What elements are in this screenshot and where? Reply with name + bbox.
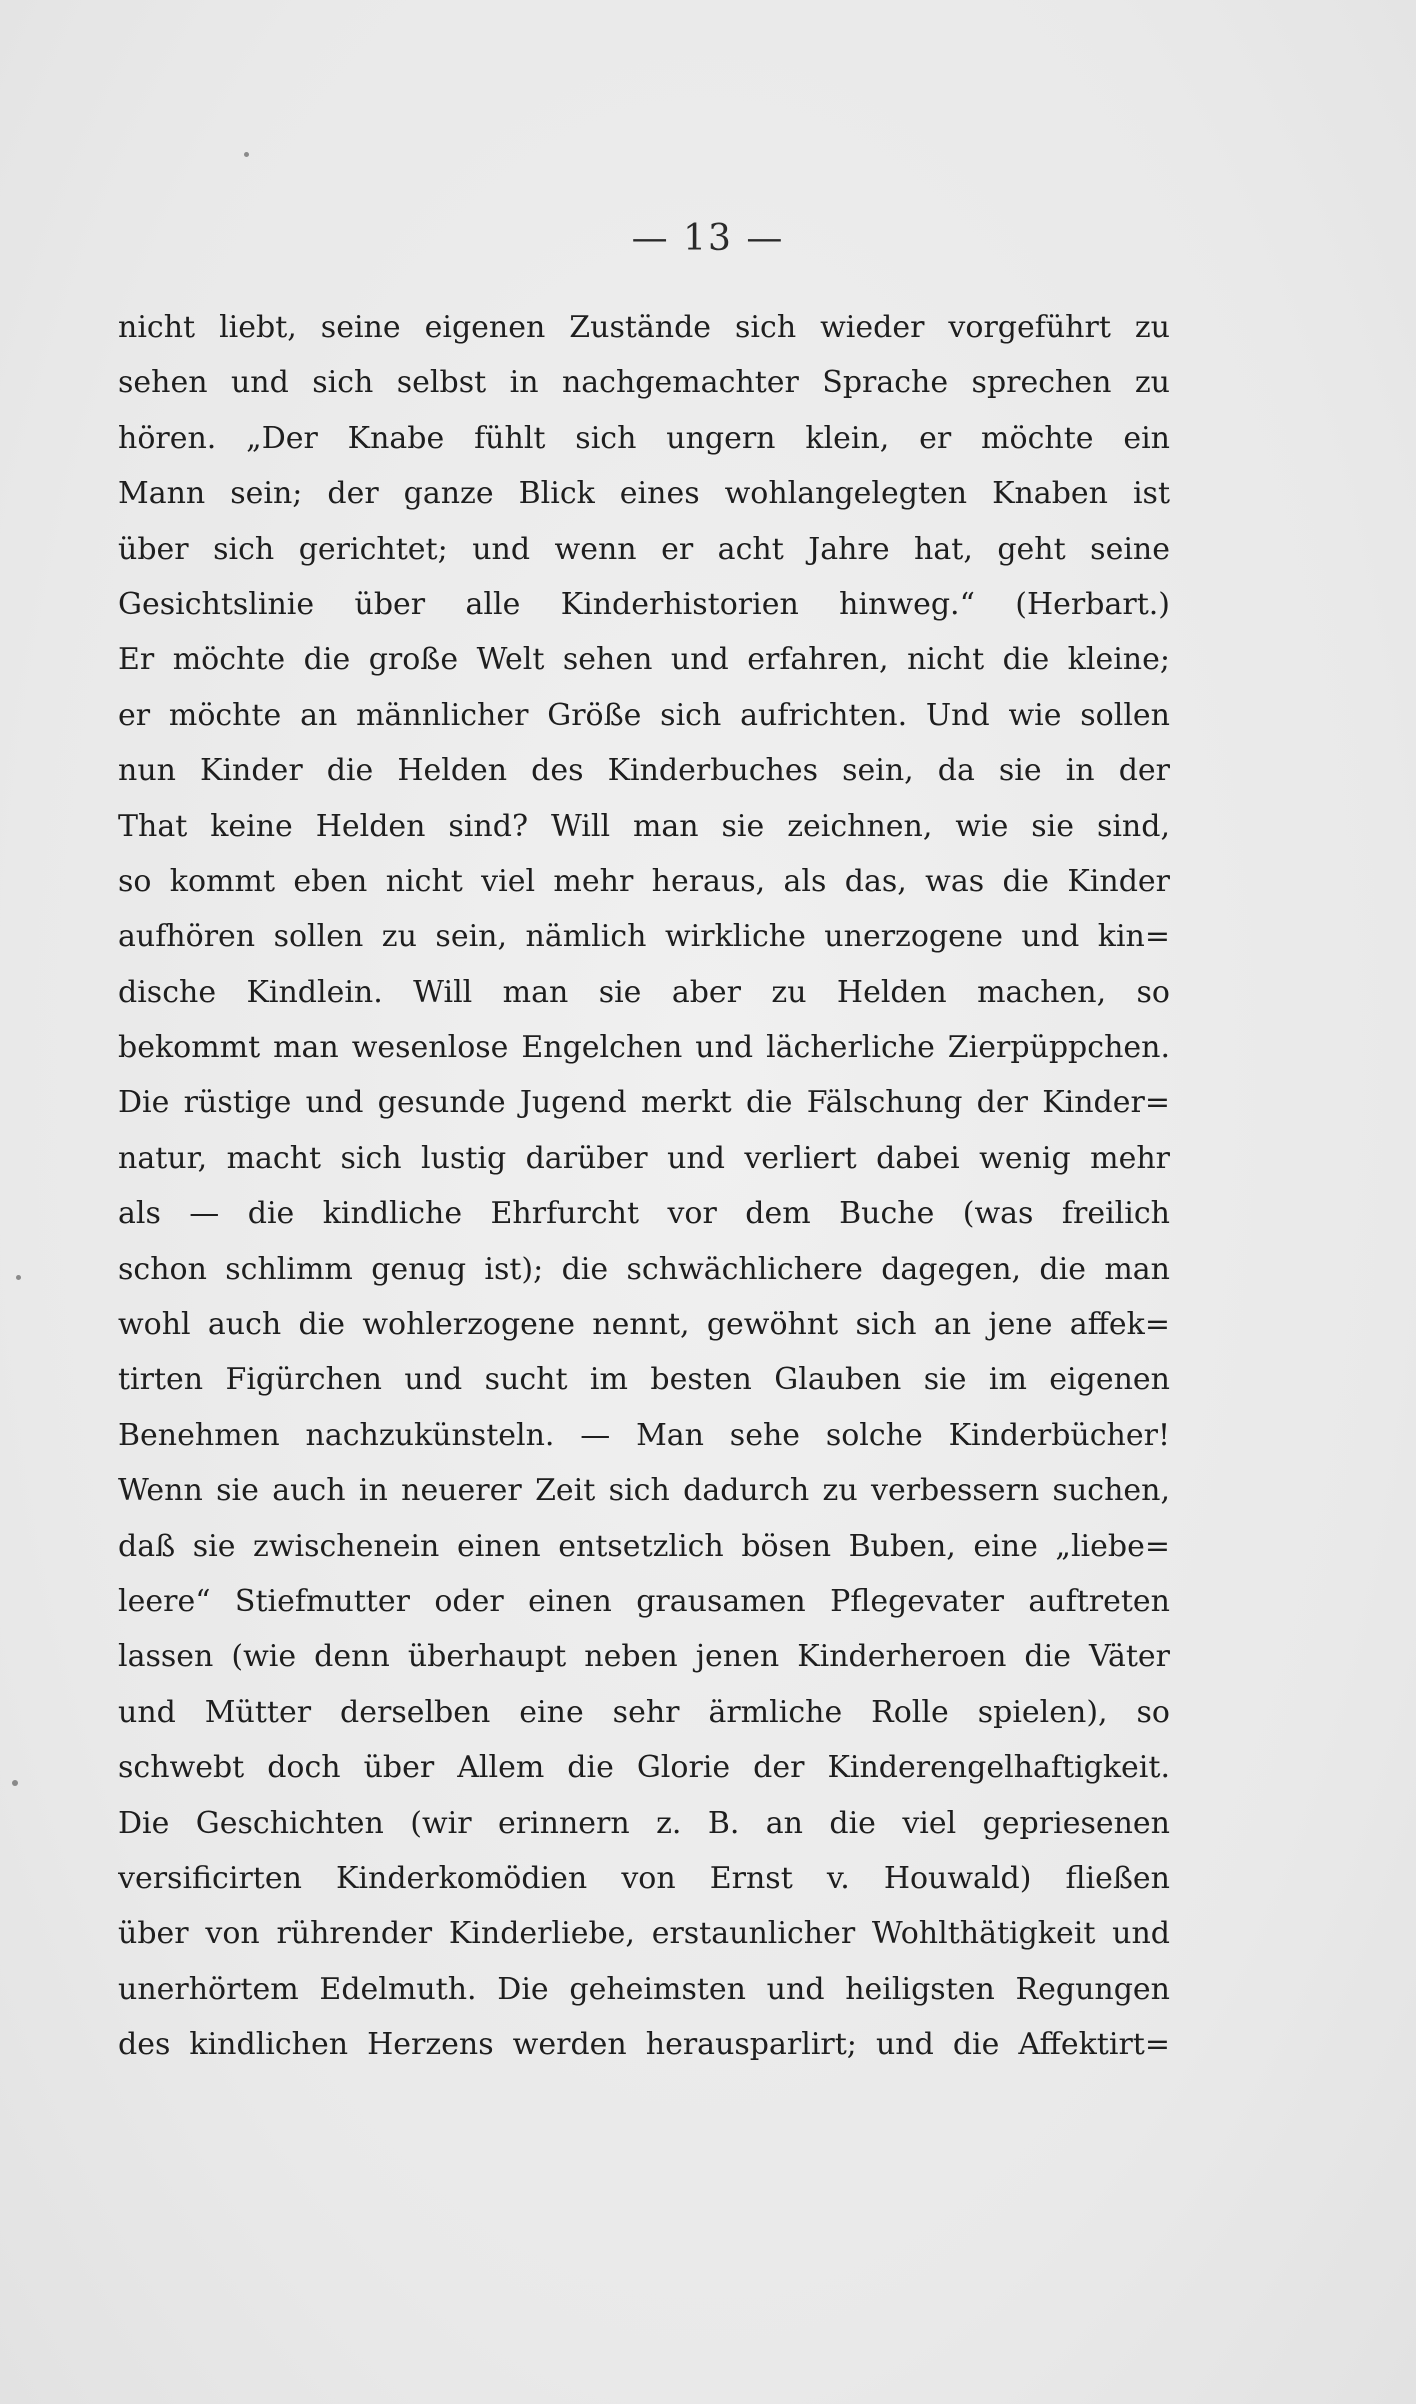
text-line: Die Geschichten (wir erinnern z. B. an die viel gepriesenen (118, 1805, 1170, 1841)
text-line: That keine Helden sind? Will man sie zeichnen, wie sie sind, (118, 808, 1170, 844)
text-line: des kindlichen Herzens werden herausparlirt; und die Affektirt= (118, 2027, 1170, 2063)
text-line: Gesichtslinie über alle Kinderhistorien hinweg.“ (Herbart.) (118, 586, 1170, 622)
text-line: unerhörtem Edelmuth. Die geheimsten und heiligsten Regungen (118, 1971, 1170, 2007)
text-line: sehen und sich selbst in nachgemachter Sprache sprechen zu (118, 365, 1170, 401)
text-line: daß sie zwischenein einen entsetzlich bösen Buben, eine „liebe= (118, 1528, 1170, 1564)
text-line: nun Kinder die Helden des Kinderbuches sein, da sie in der (118, 753, 1170, 789)
text-line: und Mütter derselben eine sehr ärmliche Rolle spielen), so (118, 1694, 1170, 1730)
text-line: nicht liebt, seine eigenen Zustände sich wieder vorgeführt zu (118, 310, 1170, 345)
body-text (118, 300, 1170, 2073)
text-line: leere“ Stiefmutter oder einen grausamen Pflegevater auftreten (118, 1583, 1170, 1619)
text-line: über von rührender Kinderliebe, erstaunlicher Wohlthätigkeit und (118, 1916, 1170, 1952)
text-line: hören. „Der Knabe fühlt sich ungern klein, er möchte ein (118, 420, 1170, 456)
text-line: versificirten Kinderkomödien von Ernst v. Houwald) fließen (118, 1860, 1170, 1896)
text-line: wohl auch die wohlerzogene nennt, gewöhnt sich an jene affek= (118, 1307, 1170, 1343)
paper-speck (244, 152, 249, 157)
text-line: Benehmen nachzukünsteln. — Man sehe solche Kinderbücher! (118, 1417, 1170, 1453)
text-line: Wenn sie auch in neuerer Zeit sich dadurch zu verbessern suchen, (118, 1473, 1170, 1509)
text-line: tirten Figürchen und sucht im besten Glauben sie im eigenen (118, 1362, 1170, 1398)
page-number: — 13 — (631, 218, 785, 259)
text-line: schon schlimm genug ist); die schwächlichere dagegen, die man (118, 1251, 1170, 1287)
text-line: Mann sein; der ganze Blick eines wohlangelegten Knaben ist (118, 476, 1170, 512)
text-line: schwebt doch über Allem die Glorie der Kinderengelhaftigkeit. (118, 1750, 1170, 1786)
text-line: so kommt eben nicht viel mehr heraus, als das, was die Kinder (118, 863, 1170, 899)
text-line: aufhören sollen zu sein, nämlich wirkliche unerzogene und kin= (118, 919, 1170, 955)
text-line: er möchte an männlicher Größe sich aufrichten. Und wie sollen (118, 697, 1170, 733)
text-line: dische Kindlein. Will man sie aber zu Helden machen, so (118, 974, 1170, 1010)
text-line: bekommt man wesenlose Engelchen und lächerliche Zierpüppchen. (118, 1030, 1170, 1066)
paper-speck (12, 1780, 18, 1786)
text-line: Er möchte die große Welt sehen und erfahren, nicht die kleine; (118, 642, 1170, 678)
text-line: als — die kindliche Ehrfurcht vor dem Buche (was freilich (118, 1196, 1170, 1232)
text-line: natur, macht sich lustig darüber und verliert dabei wenig mehr (118, 1140, 1170, 1176)
paper-speck (16, 1275, 21, 1280)
text-line: lassen (wie denn überhaupt neben jenen Kinderheroen die Väter (118, 1639, 1170, 1675)
text-line: Die rüstige und gesunde Jugend merkt die Fälschung der Kinder= (118, 1085, 1170, 1121)
text-line: über sich gerichtet; und wenn er acht Jahre hat, geht seine (118, 531, 1170, 567)
